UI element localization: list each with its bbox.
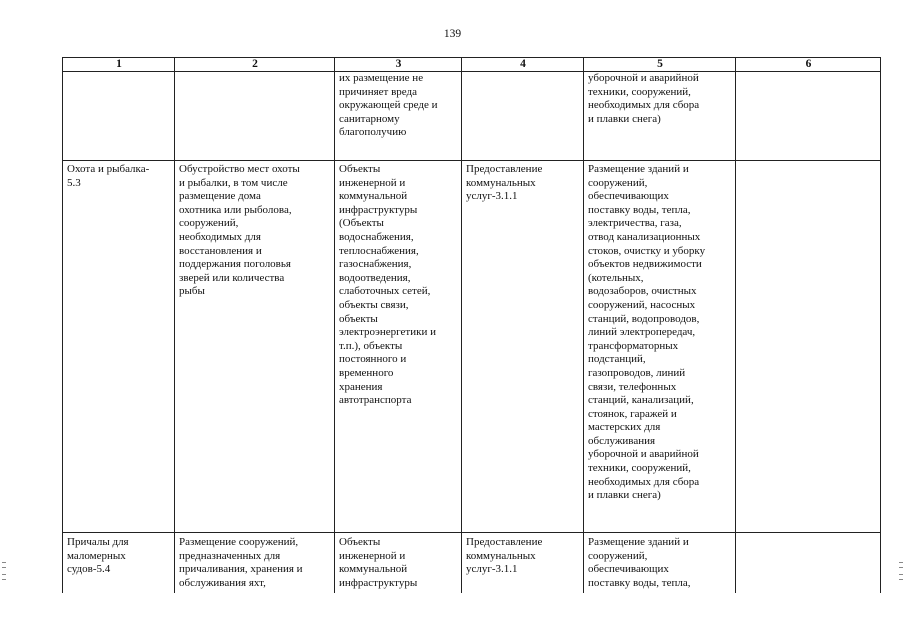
table-cell	[63, 72, 175, 161]
table-row	[63, 161, 881, 533]
column-header-1: 1	[63, 58, 175, 72]
table-cell: Объекты инженерной и коммунальной инфраструктуры	[335, 533, 462, 594]
table-cell	[175, 72, 335, 161]
table-cell: уборочной и аварийной техники, сооружений, необходимых для сбора и плавки снега)	[584, 72, 736, 161]
table-cell	[736, 161, 881, 533]
table-cell: Предоставление коммунальных услуг-3.1.1	[462, 161, 584, 533]
page-number: 139	[443, 28, 462, 40]
column-header-2: 2	[175, 58, 335, 72]
table-cell	[736, 72, 881, 161]
scan-edge-mark	[2, 562, 6, 580]
table-cell	[736, 533, 881, 594]
header-row	[63, 58, 881, 72]
table-row	[63, 533, 881, 594]
table-cell: Обустройство мест охоты и рыбалки, в том числе размещение дома охотника или рыболова, сооружений, необходимых для восстановления и поддержания поголовья зверей или количества рыбы	[175, 161, 335, 533]
table-cell	[462, 72, 584, 161]
column-header-6: 6	[736, 58, 881, 72]
table-row	[63, 72, 881, 161]
table-cell: Объекты инженерной и коммунальной инфраструктуры (Объекты водоснабжения, теплоснабжения, газоснабжения, водоотведения, слаботочных сетей, объекты связи, объекты электроэнергетики и т.п.), объекты постоянного и временного хранения автотранспорта	[335, 161, 462, 533]
table-cell: Предоставление коммунальных услуг-3.1.1	[462, 533, 584, 594]
column-header-5: 5	[584, 58, 736, 72]
scan-edge-mark	[899, 562, 903, 580]
table-cell: Причалы для маломерных судов-5.4	[63, 533, 175, 594]
land-use-table	[62, 57, 881, 593]
column-header-4: 4	[462, 58, 584, 72]
table-cell: Размещение сооружений, предназначенных для причаливания, хранения и обслуживания яхт,	[175, 533, 335, 594]
table-cell: Размещение зданий и сооружений, обеспечивающих поставку воды, тепла,	[584, 533, 736, 594]
column-header-3: 3	[335, 58, 462, 72]
table-cell: Охота и рыбалка- 5.3	[63, 161, 175, 533]
table-cell: их размещение не причиняет вреда окружающей среде и санитарному благополучию	[335, 72, 462, 161]
table-cell: Размещение зданий и сооружений, обеспечивающих поставку воды, тепла, электричества, газа, отвод канализационных стоков, очистку и уборку объектов недвижимости (котельных, водозаборов, очистных сооружений, насосных станций, водопроводов, линий электропередач, трансформаторных подстанций, газопроводов, линий связи, телефонных станций, канализаций, стоянок, гаражей и мастерских для обслуживания уборочной и аварийной техники, сооружений, необходимых для сбора и плавки снега)	[584, 161, 736, 533]
